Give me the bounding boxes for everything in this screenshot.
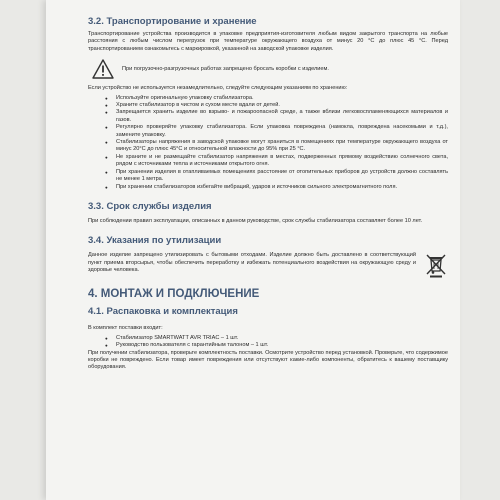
section-3-2-title: 3.2. Транспортирование и хранение bbox=[88, 16, 257, 27]
section-3-4-paragraph: Данное изделие запрещено утилизировать с бытовыми отходами. Изделие должно быть доставлено в соответствующий пункт приема вторсырья, чтобы обеспечить переработку и избежать потенциального воздействия на окружающую среду и здоровье человека. bbox=[88, 252, 416, 274]
disposal-block bbox=[88, 252, 448, 278]
page-content bbox=[88, 16, 448, 372]
list-item: ● При хранении изделия в отапливаемых помещениях расстояние от отопительных приборов до устройств должно составлять не менее 1 метра. bbox=[116, 169, 448, 184]
list-item: ● При хранении стабилизаторов избегайте вибраций, ударов и источников сильного электромагнитного поля. bbox=[116, 184, 448, 191]
warning-triangle-icon bbox=[92, 59, 114, 79]
warning-text: При погрузочно-разгрузочных работах запрещено бросать коробки с изделием. bbox=[122, 66, 329, 73]
section-3-3-title: 3.3. Срок службы изделия bbox=[88, 200, 212, 212]
delivery-contents-list bbox=[88, 335, 448, 350]
section-4-1-paragraph-2: При получении стабилизатора, проверьте комплектность поставки. Осмотрите устройство перед установкой. Проверьте, что содержимое коробки не повреждено. Если товар имеет повреждения или отсутствуют какие-либо компоненты, обратитесь к вашему поставщику оборудования. bbox=[88, 349, 448, 371]
list-item: ● Стабилизатор SMARTWATT AVR TRIAC – 1 шт. bbox=[116, 335, 448, 342]
section-3-4-title: 3.4. Указания по утилизации bbox=[88, 235, 222, 247]
list-item: ● Используйте оригинальную упаковку стабилизатора. bbox=[116, 95, 448, 102]
list-item: ● Руководство пользователя с гарантийным талоном – 1 шт. bbox=[116, 342, 448, 349]
warning-block bbox=[92, 59, 448, 79]
list-item: ● Регулярно проверяйте упаковку стабилизатора. Если упаковка повреждена (намокла, повреждена насекомыми и т.д.), замените упаковку. bbox=[116, 124, 448, 139]
list-item: ● Запрещается хранить изделие во взрыво- и пожароопасной среде, а также вблизи легковоспламеняющихся материалов и газов. bbox=[116, 109, 448, 124]
section-4-1-title: 4.1. Распаковка и комплектация bbox=[88, 306, 238, 318]
list-item: ● Не храните и не размещайте стабилизатор напряжения в местах, подверженных прямому воздействию солнечного света, рядом с источниками тепла и источниками открытого огня. bbox=[116, 154, 448, 169]
crossed-out-wheelie-bin-icon bbox=[424, 252, 448, 278]
section-3-3-paragraph: При соблюдении правил эксплуатации, описанных в данном руководстве, срок службы стабилизатора составляет более 10 лет. bbox=[88, 217, 423, 224]
section-4-title: 4. МОНТАЖ И ПОДКЛЮЧЕНИЕ bbox=[88, 288, 260, 301]
list-item: ● Стабилизаторы напряжения в заводской упаковке могут храниться в помещениях при температуре окружающего воздуха от минус 20°С до плюс 45°С и относительной влажности до 95% при 25 °С. bbox=[116, 139, 448, 154]
storage-list bbox=[88, 95, 448, 191]
section-4-1-paragraph-1: В комплект поставки входит: bbox=[88, 325, 163, 332]
section-3-2-paragraph-1: Транспортирование устройства производится в упаковке предприятия-изготовителя любым видом закрытого транспорта на любые расстояния с любым числом перегрузок при температуре окружающего воздуха от минус 20 °С до плюс 45 °С. Перед транспортированием ознакомьтесь с маркировкой, указанной на заводской упаковке изделия. bbox=[88, 31, 448, 52]
document-page bbox=[46, 0, 460, 500]
list-item: ● Храните стабилизатор в чистом и сухом месте вдали от детей. bbox=[116, 102, 448, 109]
section-3-2-paragraph-2: Если устройство не используется незамедлительно, следуйте следующим указаниям по хранению: bbox=[88, 85, 348, 92]
